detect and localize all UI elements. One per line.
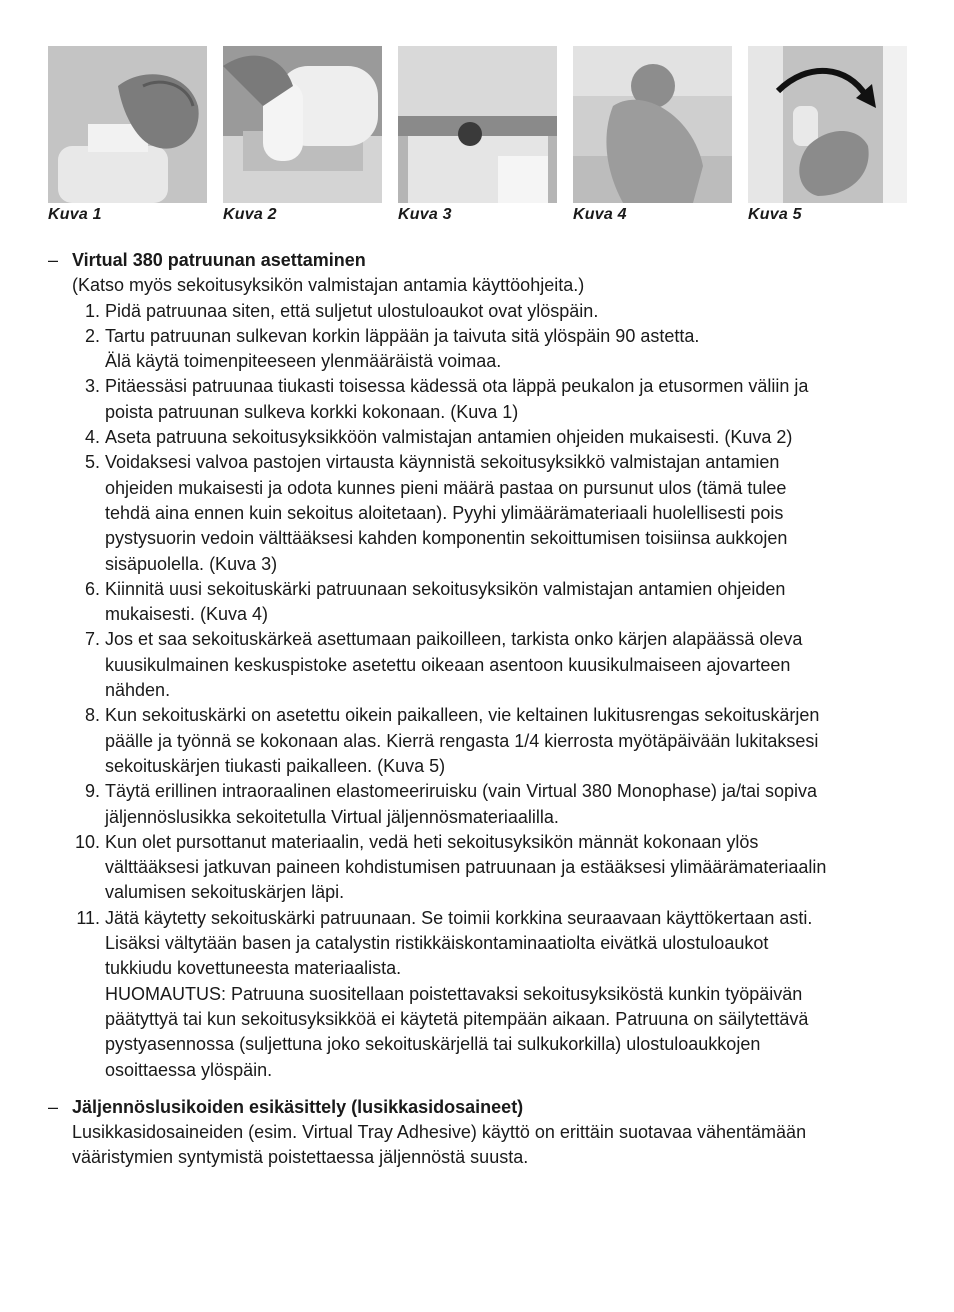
figure-4-illustration — [573, 46, 732, 203]
step-4: 4. Aseta patruuna sekoitusyksikköön valmistajan antamien ohjeiden mukaisesti. (Kuva 2) — [84, 427, 793, 448]
figure-2 — [223, 46, 382, 224]
section-1-intro: (Katso myös sekoitusyksikön valmistajan antamia käyttöohjeita.) — [72, 275, 585, 296]
section-1-dash: – — [48, 250, 59, 270]
cartridge-cap-removal-photo — [48, 46, 207, 203]
figure-2-caption: Kuva 2 — [223, 206, 277, 223]
figure-2-illustration — [223, 46, 382, 203]
step-10: 10. Kun olet pursottanut materiaalin, vedä heti sekoitusyksikön männät kokonaan ylös välttääksesi jatkuvan paineen kohdistumisen patruunaan ja estääksesi ylimäärämateriaalin valumisen sekoituskärjen läpi. — [74, 831, 827, 903]
figure-1-caption: Kuva 1 — [48, 206, 102, 223]
figure-5-illustration — [748, 46, 907, 203]
step-2: 2. Tartu patruunan sulkevan korkin läppään ja taivuta sitä ylöspäin 90 astetta. Älä käytä toimenpiteeseen ylenmääräistä voimaa. — [84, 325, 700, 372]
figure-1 — [48, 46, 207, 224]
section-2-dash: – — [48, 1096, 59, 1117]
figure-3-caption: Kuva 3 — [398, 206, 452, 223]
section-2-title: Jäljennöslusikoiden esikäsittely (lusikkasidosaineet) — [72, 1096, 524, 1117]
step-1: 1. Pidä patruunaa siten, että suljetut ulostuloaukot ovat ylöspäin. — [84, 300, 599, 321]
figure-3 — [398, 46, 557, 224]
section-cartridge-insertion — [48, 248, 908, 1083]
step-5: 5. Voidaksesi valvoa pastojen virtausta käynnistä sekoitusyksikkö valmistajan antamien ohjeiden mukaisesti ja odota kunnes pieni määrä pastaa on pursunut ulos (tämä tulee tehdä aina ennen kuin sekoitus aloitetaan). Pyyhi ylimäärämateriaali huolellisesti pois pystysuorin vedoin välttääksesi kahden komponentin sekoittumisen toisiinsa aukkojen sisäpuolella. (Kuva 3) — [84, 452, 788, 574]
section-tray-adhesive — [48, 1095, 908, 1171]
figure-4-caption: Kuva 4 — [573, 206, 627, 223]
cartridge-in-dispenser-photo — [223, 46, 382, 203]
locking-ring-rotate-photo — [748, 46, 907, 203]
figure-1-illustration — [48, 46, 207, 203]
figure-5-caption: Kuva 5 — [748, 206, 802, 223]
figure-3-illustration — [398, 46, 557, 203]
step-7: 7. Jos et saa sekoituskärkeä asettumaan paikoilleen, tarkista onko kärjen alapäässä oleva kuusikulmainen keskuspistoke asetettu oikeaan asentoon kuusikulmaiseen ajovarteen nähden. — [84, 629, 803, 701]
figure-strip — [48, 46, 908, 231]
step-9: 9. Täytä erillinen intraoraalinen elastomeeriruisku (vain Virtual 380 Monophase) ja/tai sopiva jäljennöslusikka sekoitetulla Virtual jäljennösmateriaalilla. — [84, 781, 818, 827]
steps-list — [72, 299, 908, 1083]
figure-4 — [573, 46, 732, 224]
step-6: 6. Kiinnitä uusi sekoituskärki patruunaan sekoitusyksikön valmistajan antamien ohjeiden mukaisesti. (Kuva 4) — [84, 578, 786, 625]
step-3: 3. Pitäessäsi patruunaa tiukasti toisessa kädessä ota läppä peukalon ja etusormen väliin ja poista patruunan sulkeva korkki kokonaan. (Kuva 1) — [84, 376, 809, 422]
step-11: 11. Jätä käytetty sekoituskärki patruunaan. Se toimii korkkina seuraavaan käyttökertaan asti. Lisäksi vältytään basen ja catalystin ristikkäiskontaminaatiolta eivätkä ulostuloaukot tukkiudu kovettuneesta materiaalista. HUOMAUTUS: Patruuna suositellaan poistettavaksi sekoitusyksiköstä kunkin työpäivän päätyttyä tai kun sekoitusyksikköä ei käytetä pitempään aikaan. Patruuna on säilytettävä pystyasennossa (suljettuna joko sekoituskärjellä tai sulkukorkilla) ulostuloaukkojen osoittaessa ylöspäin. — [76, 907, 813, 1080]
section-2-text: Lusikkasidosaineiden (esim. Virtual Tray Adhesive) käyttö on erittäin suotavaa vähentämään vääristymien syntymistä poistettaessa jäljennöstä suusta. — [72, 1122, 807, 1168]
mixing-tip-attach-photo — [573, 46, 732, 203]
figure-5 — [748, 46, 907, 224]
step-8: 8. Kun sekoituskärki on asetettu oikein paikalleen, vie keltainen lukitusrengas sekoituskärjen päälle ja työnnä se kokonaan alas. Kierrä rengasta 1/4 kierrosta myötäpäivään lukitaksesi sekoituskärjen tiukasti paikalleen. (Kuva 5) — [84, 705, 820, 776]
instructions-text — [48, 248, 908, 1171]
section-1-title: Virtual 380 patruunan asettaminen — [72, 250, 366, 270]
cartridge-outlet-photo — [398, 46, 557, 203]
